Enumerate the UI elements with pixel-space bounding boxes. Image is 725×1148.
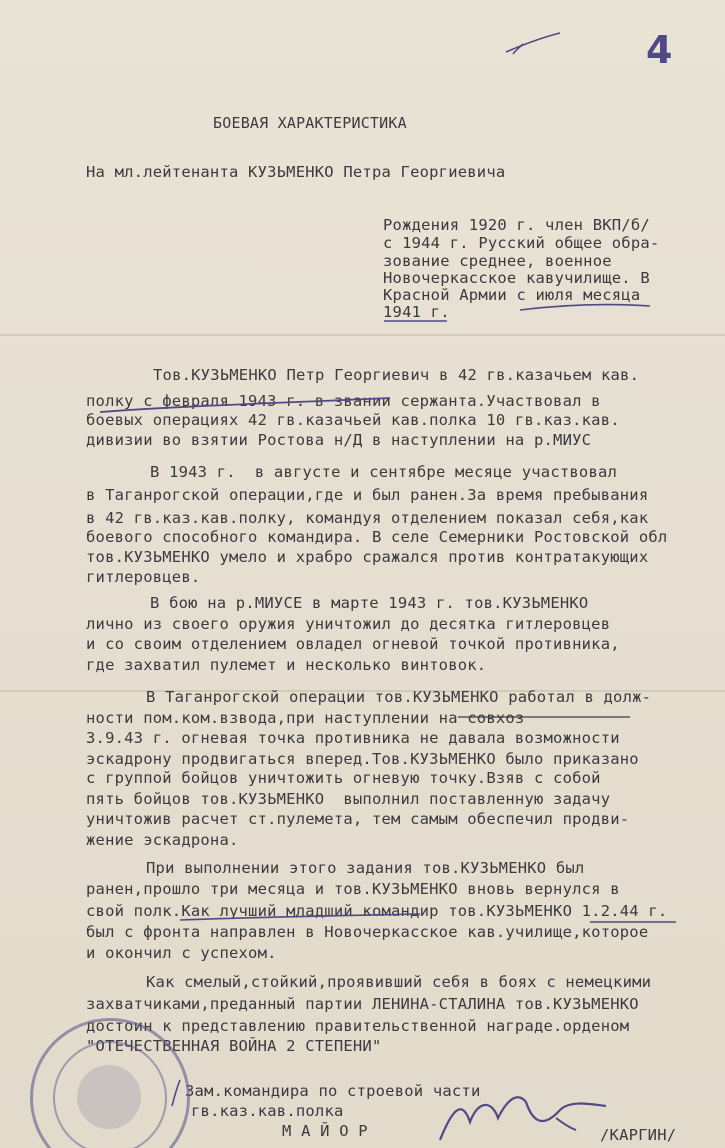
body-line: ранен,прошло три месяца и тов.КУЗЬМЕНКО вновь вернулся в xyxy=(86,880,620,898)
body-line: жение эскадрона. xyxy=(86,831,239,849)
signature-unit: гв.каз.кав.полка xyxy=(191,1102,344,1120)
body-line: уничтожив расчет ст.пулемета, тем самым обеспечил продви- xyxy=(86,810,630,828)
body-line: "ОТЕЧЕСТВЕННАЯ ВОЙНА 2 СТЕПЕНИ" xyxy=(86,1037,382,1055)
body-line: дивизии во взятии Ростова н/Д в наступлении на р.МИУС xyxy=(86,431,592,449)
body-line: был с фронта направлен в Новочеркасское кав.училище,которое xyxy=(86,923,649,941)
body-line: тов.КУЗЬМЕНКО умело и храбро сражался против контратакующих xyxy=(86,548,649,566)
signature-name: /КАРГИН/ xyxy=(600,1126,677,1144)
body-line: достоин к представлению правительственной награде.орденом xyxy=(86,1017,630,1035)
body-line: где захватил пулемет и несколько винтовок. xyxy=(86,656,487,674)
document-title: БОЕВАЯ ХАРАКТЕРИСТИКА xyxy=(213,114,407,132)
body-line: и со своим отделением овладел огневой точкой противника, xyxy=(86,635,620,653)
body-line: боевых операциях 42 гв.казачьей кав.полка 10 гв.каз.кав. xyxy=(86,411,620,429)
signature-position: Зам.командира по строевой части xyxy=(185,1082,481,1100)
body-line: и окончил с успехом. xyxy=(86,944,277,962)
handwritten-signature xyxy=(440,1097,606,1140)
subject-line: На мл.лейтенанта КУЗЬМЕНКО Петра Георгиевича xyxy=(86,163,506,181)
body-line: в 42 гв.каз.кав.полку, командуя отделением показал себя,как xyxy=(86,509,649,527)
bio-line: зование среднее, военное xyxy=(383,252,612,270)
body-line: гитлеровцев. xyxy=(86,568,201,586)
body-line: ности пом.ком.взвода,при наступлении на совхоз xyxy=(86,709,525,727)
body-line: Тов.КУЗЬМЕНКО Петр Георгиевич в 42 гв.казачьем кав. xyxy=(153,366,640,384)
handwritten-signature xyxy=(556,1118,576,1130)
body-line: полку с февраля 1943 г. в звании сержанта.Участвовал в xyxy=(86,392,601,410)
body-line: В бою на р.МИУСЕ в марте 1943 г. тов.КУЗЬМЕНКО xyxy=(150,594,589,612)
body-line: Как смелый,стойкий,проявивший себя в боях с немецкими xyxy=(146,973,652,991)
bio-line: с 1944 г. Русский общее обра- xyxy=(383,234,660,252)
bio-line: Красной Армии с июля месяца xyxy=(383,286,641,304)
pen-stroke xyxy=(506,33,560,52)
paper-fold xyxy=(0,334,725,336)
body-line: с группой бойцов уничтожить огневую точку.Взяв с собой xyxy=(86,769,601,787)
body-line: лично из своего оружия уничтожил до десятка гитлеровцев xyxy=(86,615,611,633)
body-line: эскадрону продвигаться вперед.Тов.КУЗЬМЕНКО было приказано xyxy=(86,750,639,768)
underline-mark xyxy=(520,305,650,310)
body-line: захватчиками,преданный партии ЛЕНИНА-СТАЛИНА тов.КУЗЬМЕНКО xyxy=(86,995,639,1013)
page-number: 4 xyxy=(646,28,673,72)
body-line: в Таганрогской операции,где и был ранен.За время пребывания xyxy=(86,486,649,504)
body-line: При выполнении этого задания тов.КУЗЬМЕНКО был xyxy=(146,859,585,877)
body-line: свой полк.Как лучший младший командир тов.КУЗЬМЕНКО 1.2.44 г. xyxy=(86,902,668,920)
bio-line: Рождения 1920 г. член ВКП/б/ xyxy=(383,216,650,234)
signature-rank: М А Й О Р xyxy=(282,1122,368,1140)
bio-line: 1941 г. xyxy=(383,303,450,321)
bio-line: Новочеркасское кавучилище. В xyxy=(383,269,650,287)
body-line: В Таганрогской операции тов.КУЗЬМЕНКО работал в долж- xyxy=(146,688,652,706)
body-line: пять бойцов тов.КУЗЬМЕНКО выполнил поставленную задачу xyxy=(86,790,611,808)
body-line: В 1943 г. в августе и сентябре месяце участвовал xyxy=(150,463,618,481)
pen-stroke xyxy=(513,44,523,54)
body-line: 3.9.43 г. огневая точка противника не давала возможности xyxy=(86,729,620,747)
body-line: боевого способного командира. В селе Семерники Ростовской обл xyxy=(86,528,668,546)
